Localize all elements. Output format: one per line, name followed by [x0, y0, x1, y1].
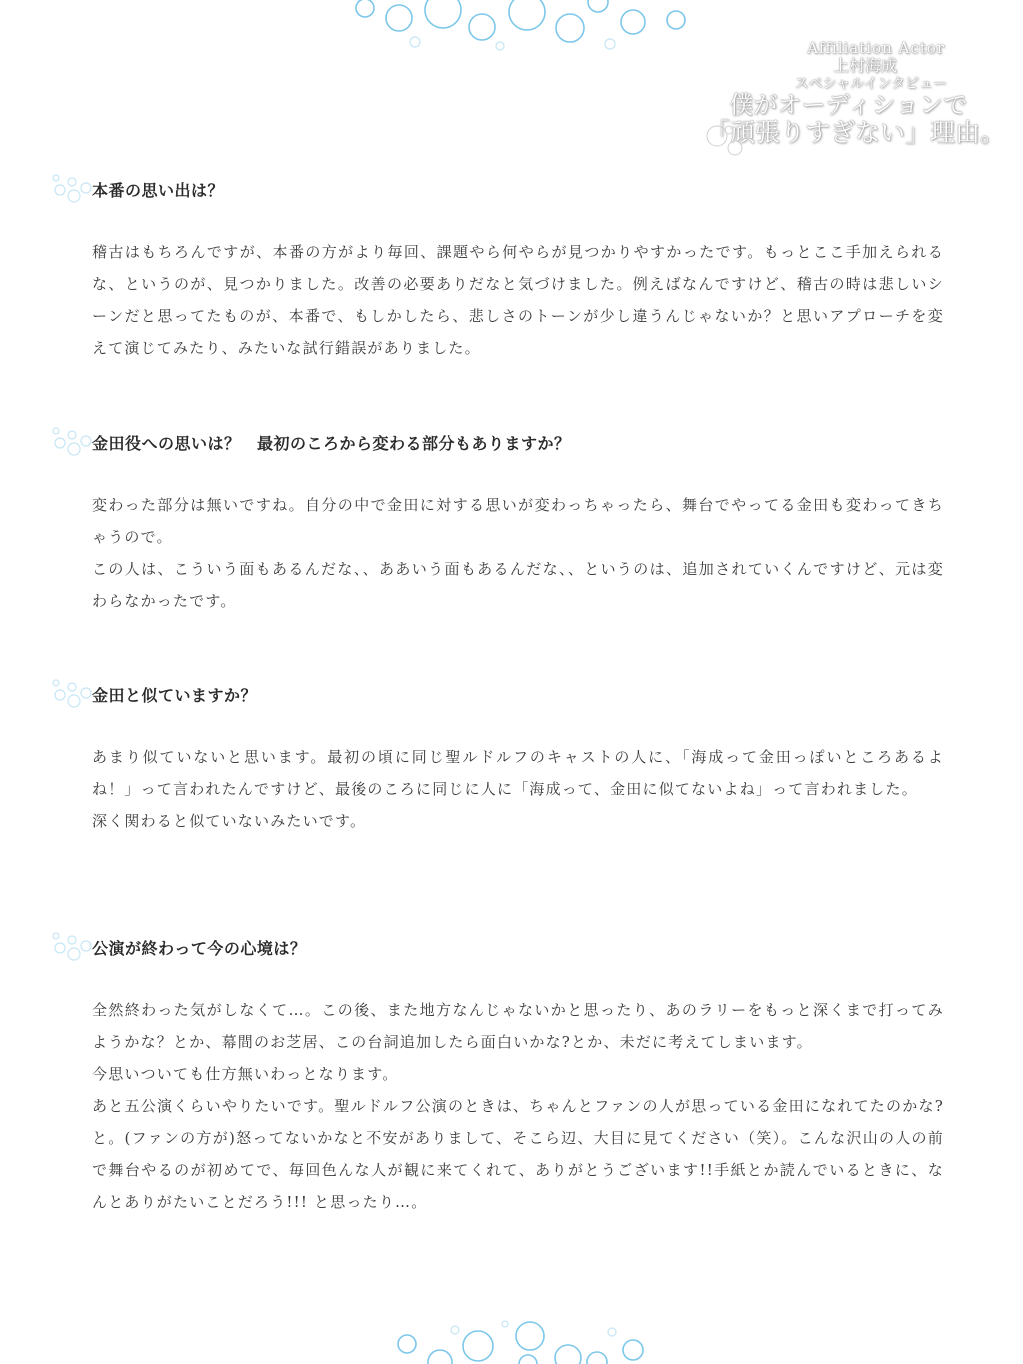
interview-subtitle: スペシャルインタビュー — [794, 75, 947, 92]
article-title-line2: 「頑張りすぎない」理由。 — [705, 118, 1006, 148]
bubble — [425, 0, 461, 28]
bubble — [516, 1322, 544, 1350]
bubble — [667, 11, 685, 29]
bubble — [519, 1355, 537, 1364]
bubble — [356, 0, 374, 17]
interview-section — [0, 178, 1023, 357]
actor-name: 上村海成 — [832, 56, 897, 76]
answer-paragraph: 稽古はもちろんですが、本番の方がより毎回、課題やら何やらが見つかりやすかったです。もっとここ手加えられるな、というのが、見つかりました。改善の必要ありだなと気づけました。例えばなんですけど、稽古の時は悲しいシーンだと思ってたものが、本番で、もしかしたら、悲しさのトーンが少し違うんじゃないか？と思いアプローチを変えて演じてみたり、みたいな試行錯誤がありました。 — [92, 243, 944, 357]
answer-text — [92, 489, 944, 617]
affiliation-label: Affiliation Actor — [807, 39, 945, 57]
interview-section — [0, 936, 1023, 1211]
interview-section — [0, 431, 1023, 610]
answer-text — [92, 741, 944, 837]
question-heading: 金田と似ていますか？ — [92, 686, 258, 705]
bubble — [463, 1331, 493, 1361]
article-title-line1: 僕がオーディションで — [729, 90, 967, 119]
answer-paragraph: 変わった部分は無いですね。自分の中で金田に対する思いが変わっちゃったら、舞台でやってる金田も変わってきちゃうので。 — [92, 496, 944, 546]
question-heading: 公演が終わって今の心境は？ — [92, 939, 307, 958]
bubble — [469, 14, 495, 40]
answer-paragraph: 全然終わった気がしなくて…。この後、また地方なんじゃないかと思ったり、あのラリーをもっと深くまで打ってみようかな？とか、幕間のお芝居、この台詞追加したら面白いかな?とか、未だに考えてしまいます。 — [92, 1001, 944, 1051]
answer-paragraph: この人は、こういう面もあるんだな、、ああいう面もあるんだな、、というのは、追加されていくんですけど、元は変わらなかったです。 — [92, 560, 944, 610]
bubble — [587, 1352, 607, 1364]
bubble — [623, 1340, 643, 1360]
bubble — [428, 1350, 452, 1364]
answer-paragraph: 深く関わると似ていないみたいです。 — [92, 812, 367, 830]
bubble — [509, 0, 545, 30]
interview-section — [0, 683, 1023, 830]
bubble — [555, 1345, 581, 1364]
header-bubble-decoration — [705, 122, 765, 162]
question-heading: 金田役への思いは？ 最初のころから変わる部分もありますか？ — [92, 434, 571, 453]
answer-text — [92, 236, 944, 364]
bubble — [556, 14, 584, 42]
article-header — [705, 40, 1005, 180]
question-heading: 本番の思い出は？ — [92, 181, 225, 200]
bubble — [386, 5, 412, 31]
answer-paragraph: 今思いついても仕方無いわっとなります。 — [92, 1065, 399, 1083]
answer-paragraph: あと五公演くらいやりたいです。聖ルドルフ公演のときは、ちゃんとファンの人が思っている金田になれてたのかな?と。(ファンの方が)怒ってないかなと不安がありまして、そこら辺、大目に見てください（笑）。こんな沢山の人の前で舞台やるのが初めてで、毎回色んな人が観に来てくれて、ありがとうございます!!手紙とか読んでいるときに、なんとありがたいことだろう!!! と思ったり…。 — [92, 1097, 944, 1211]
bubble — [588, 0, 608, 12]
bubble — [398, 1335, 416, 1353]
answer-text — [92, 994, 944, 1218]
bottom-bubble-decoration — [0, 1310, 1023, 1364]
bubble — [621, 10, 645, 34]
answer-paragraph: あまり似ていないと思います。最初の頃に同じ聖ルドルフのキャストの人に、「海成って金田っぽいところあるよね！」って言われたんですけど、最後のころに同じに人に「海成って、金田に似てないよね」って言われました。 — [92, 748, 944, 798]
